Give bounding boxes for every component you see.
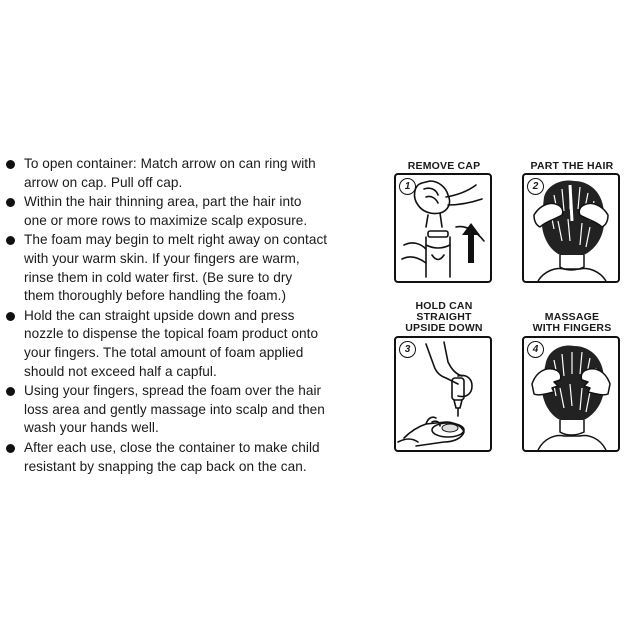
instruction-line: loss area and gently massage into scalp and then <box>24 401 325 417</box>
instruction-list <box>2 155 367 477</box>
instruction-step <box>2 155 367 192</box>
instruction-line: Within the hair thinning area, part the hair into <box>24 194 302 210</box>
panel-label-massage <box>512 312 632 334</box>
step-panel-part-hair <box>522 173 620 283</box>
instruction-line: one or more rows to maximize scalp exposure. <box>24 212 308 228</box>
instruction-line: rinse them in cold water first. (Be sure to dry <box>24 269 293 285</box>
instruction-line: with your warm skin. If your fingers are warm, <box>24 250 300 266</box>
panel-label-line: HOLD CAN <box>415 300 473 312</box>
instruction-line: nozzle to dispense the topical foam product onto <box>24 326 319 342</box>
instruction-line: arrow on cap. Pull off cap. <box>24 174 183 190</box>
instruction-line: wash your hands well. <box>24 420 159 436</box>
instruction-step <box>2 382 367 438</box>
step-number-badge: 1 <box>399 178 416 195</box>
panel-label-line: PART THE HAIR <box>530 160 614 172</box>
step-panel-massage <box>522 336 620 452</box>
step-panel-hold-can <box>394 336 492 452</box>
instruction-step <box>2 193 367 230</box>
bullet-icon <box>6 312 15 321</box>
instruction-line: should not exceed half a capful. <box>24 363 217 379</box>
bullet-icon <box>6 198 15 207</box>
instruction-line: The foam may begin to melt right away on contact <box>24 232 328 248</box>
instruction-line: them thoroughly before handling the foam.) <box>24 288 287 304</box>
instruction-line: To open container: Match arrow on can ring with <box>24 156 316 171</box>
step-number-badge: 4 <box>527 341 544 358</box>
panel-label-remove-cap <box>392 161 496 172</box>
step-number-badge: 3 <box>399 341 416 358</box>
bullet-icon <box>6 444 15 453</box>
instruction-line: After each use, close the container to make child <box>24 439 320 455</box>
step-number-badge: 2 <box>527 178 544 195</box>
panel-label-part-hair <box>512 161 632 172</box>
panel-label-line: STRAIGHT <box>416 311 472 323</box>
panel-label-line: UPSIDE DOWN <box>405 322 483 334</box>
panel-label-line: WITH FINGERS <box>532 322 612 334</box>
bullet-icon <box>6 387 15 396</box>
instruction-step <box>2 307 367 381</box>
instruction-step <box>2 439 367 476</box>
instruction-line: Using your fingers, spread the foam over the hair <box>24 383 322 399</box>
instruction-line: Hold the can straight upside down and press <box>24 307 295 323</box>
panel-label-line: MASSAGE <box>544 311 600 323</box>
instruction-line: resistant by snapping the cap back on the can. <box>24 458 307 474</box>
panel-label-line: REMOVE CAP <box>407 160 481 172</box>
bullet-icon <box>6 236 15 245</box>
panel-label-hold-can <box>388 301 500 334</box>
step-panel-remove-cap <box>394 173 492 283</box>
instruction-step <box>2 231 367 305</box>
bullet-icon <box>6 160 15 169</box>
instruction-line: your fingers. The total amount of foam applied <box>24 344 304 360</box>
